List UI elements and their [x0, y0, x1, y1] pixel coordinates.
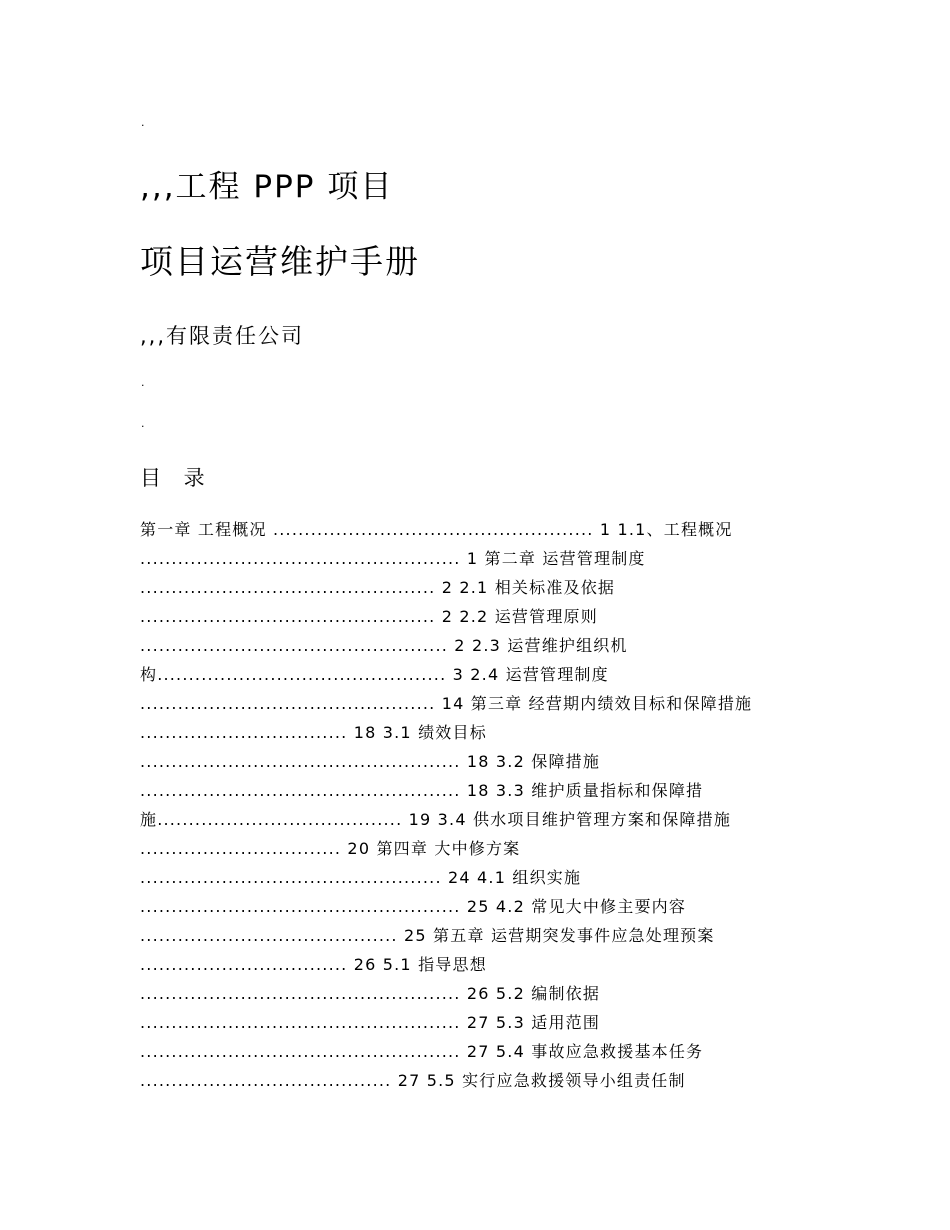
toc-line[interactable]: ......................................... 25 第五章 运营期突发事件应急处理预案 — [140, 926, 715, 945]
toc-line[interactable]: 构.............................................. 3 2.4 运营管理制度 — [140, 665, 609, 684]
toc-line[interactable]: ................................................... 18 3.2 保障措施 — [140, 752, 601, 771]
toc-line[interactable]: ................................................... 26 5.2 编制依据 — [140, 984, 601, 1003]
toc-line[interactable]: 施....................................... 19 3.4 供水项目维护管理方案和保障措施 — [140, 810, 732, 829]
toc-line[interactable]: ................................................... 18 3.3 维护质量指标和保障措 — [140, 781, 704, 800]
company-name: ,,,有限责任公司 — [140, 324, 305, 348]
toc-line[interactable]: ................................................... 27 5.4 事故应急救援基本任务 — [140, 1042, 704, 1061]
separator-dot: · — [141, 119, 145, 132]
toc-line[interactable]: ................................. 26 5.1 指导思想 — [140, 955, 487, 974]
toc-line[interactable]: ................................................... 1 第二章 运营管理制度 — [140, 549, 646, 568]
toc-line[interactable]: ............................................... 2 2.1 相关标准及依据 — [140, 578, 616, 597]
toc-line[interactable]: ................................................... 27 5.3 适用范围 — [140, 1013, 601, 1032]
toc-line[interactable]: ................................ 20 第四章 大中修方案 — [140, 839, 521, 858]
toc-line[interactable]: ................................. 18 3.1 绩效目标 — [140, 723, 487, 742]
separator-dot: · — [141, 420, 145, 433]
manual-title: 项目运营维护手册 — [140, 242, 420, 281]
project-title: ,,,工程 PPP 项目 — [140, 169, 394, 205]
toc-line[interactable]: ........................................ 27 5.5 实行应急救援领导小组责任制 — [140, 1071, 686, 1090]
toc-line[interactable]: ............................................... 2 2.2 运营管理原则 — [140, 607, 598, 626]
toc-line[interactable]: ................................................... 25 4.2 常见大中修主要内容 — [140, 897, 687, 916]
table-of-contents — [140, 515, 820, 1095]
toc-line[interactable]: ................................................ 24 4.1 组织实施 — [140, 868, 582, 887]
toc-heading: 目 录 — [140, 466, 213, 490]
toc-line[interactable]: ............................................... 14 第三章 经营期内绩效目标和保障措施 — [140, 694, 753, 713]
toc-line[interactable]: 第一章 工程概况 ................................................... 1 1.1、工程概况 — [140, 520, 733, 539]
toc-line[interactable]: ................................................. 2 2.3 运营维护组织机 — [140, 636, 628, 655]
separator-dot: · — [141, 379, 145, 392]
